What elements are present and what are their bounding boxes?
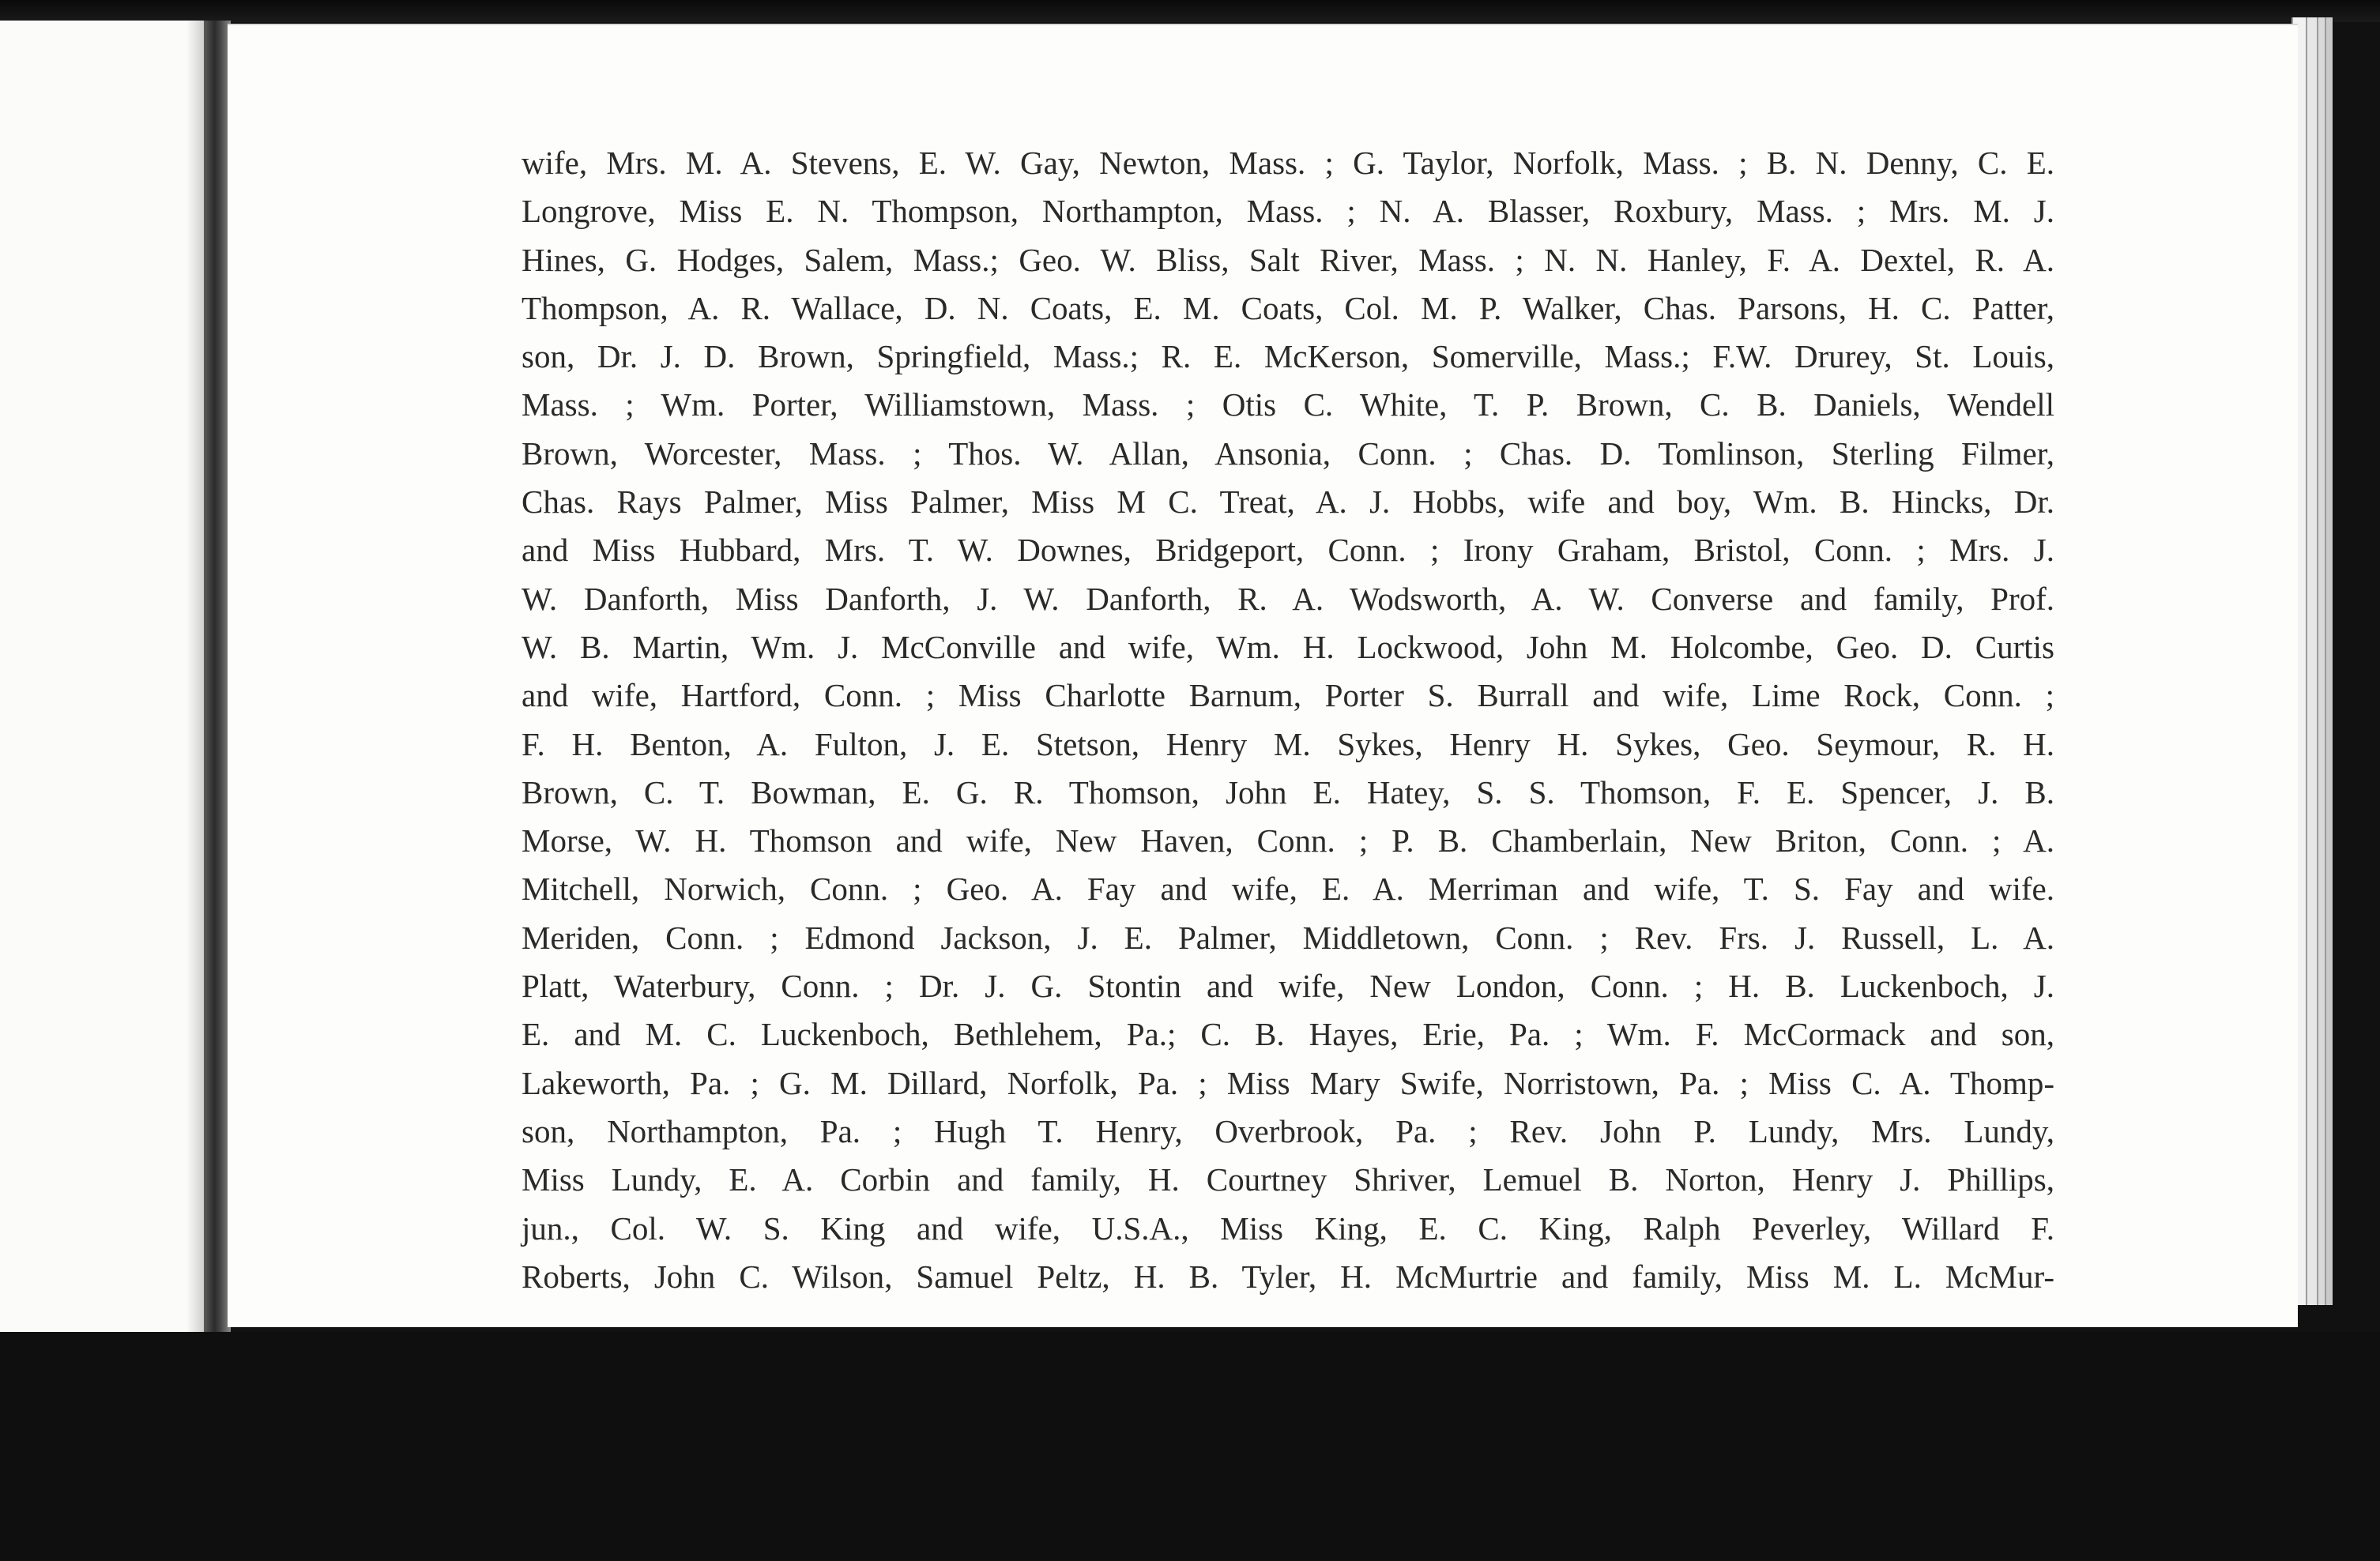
text-line: jun., Col. W. S. King and wife, U.S.A., Miss King, E. C. King, Ralph Peverley, Willard F. xyxy=(522,1209,2054,1247)
text-line: Brown, Worcester, Mass. ; Thos. W. Allan, Ansonia, Conn. ; Chas. D. Tomlinson, Sterling Filmer, xyxy=(522,434,2054,472)
text-line: F. H. Benton, A. Fulton, J. E. Stetson, Henry M. Sykes, Henry H. Sykes, Geo. Seymour, R. H. xyxy=(522,725,2054,762)
text-line: and wife, Hartford, Conn. ; Miss Charlotte Barnum, Porter S. Burrall and wife, Lime Rock, Conn. ; xyxy=(522,677,2054,714)
text-line: Thompson, A. R. Wallace, D. N. Coats, E. M. Coats, Col. M. P. Walker, Chas. Parsons, H. C. Patter, xyxy=(522,289,2054,326)
text-line: and Miss Hubbard, Mrs. T. W. Downes, Bridgeport, Conn. ; Irony Graham, Bristol, Conn. ; Mrs. J. xyxy=(522,532,2054,569)
scan-top-edge xyxy=(0,0,2380,22)
text-line: Mass. ; Wm. Porter, Williamstown, Mass. ; Otis C. White, T. P. Brown, C. B. Daniels, Wendell xyxy=(522,386,2054,423)
text-line: Meriden, Conn. ; Edmond Jackson, J. E. Palmer, Middletown, Conn. ; Rev. Frs. J. Russell, L. A. xyxy=(522,919,2054,956)
text-line: E. and M. C. Luckenboch, Bethlehem, Pa.; C. B. Hayes, Erie, Pa. ; Wm. F. McCormack and son, xyxy=(522,1016,2054,1053)
text-line: Mitchell, Norwich, Conn. ; Geo. A. Fay and wife, E. A. Merriman and wife, T. S. Fay and wife. xyxy=(522,871,2054,908)
text-line: Brown, C. T. Bowman, E. G. R. Thomson, John E. Hatey, S. S. Thomson, F. E. Spencer, J. B. xyxy=(522,773,2054,811)
text-line: Platt, Waterbury, Conn. ; Dr. J. G. Stontin and wife, New London, Conn. ; H. B. Luckenboch, J. xyxy=(522,968,2054,1005)
text-line: Lakeworth, Pa. ; G. M. Dillard, Norfolk, Pa. ; Miss Mary Swife, Norristown, Pa. ; Miss C. A. Thomp- xyxy=(522,1064,2054,1101)
page-text xyxy=(522,139,2054,1301)
left-page-shadow xyxy=(186,21,204,1332)
text-line: Roberts, John C. Wilson, Samuel Peltz, H. B. Tyler, H. McMurtrie and family, Miss M. L. McMur- xyxy=(522,1258,2054,1295)
page-edge-stack xyxy=(2325,17,2333,1305)
text-line: Hines, G. Hodges, Salem, Mass.; Geo. W. Bliss, Salt River, Mass. ; N. N. Hanley, F. A. Dextel, R. A. xyxy=(522,241,2054,278)
text-line: W. B. Martin, Wm. J. McConville and wife, Wm. H. Lockwood, John M. Holcombe, Geo. D. Curtis xyxy=(522,628,2054,665)
left-page xyxy=(0,21,205,1332)
text-line: son, Northampton, Pa. ; Hugh T. Henry, Overbrook, Pa. ; Rev. John P. Lundy, Mrs. Lundy, xyxy=(522,1112,2054,1149)
text-line: Miss Lundy, E. A. Corbin and family, H. Courtney Shriver, Lemuel B. Norton, Henry J. Phillips, xyxy=(522,1161,2054,1198)
text-line: Longrove, Miss E. N. Thompson, Northampton, Mass. ; N. A. Blasser, Roxbury, Mass. ; Mrs. M. J. xyxy=(522,193,2054,230)
scan-bottom-edge xyxy=(0,1332,2380,1561)
text-line: wife, Mrs. M. A. Stevens, E. W. Gay, Newton, Mass. ; G. Taylor, Norfolk, Mass. ; B. N. Denny, C. E. xyxy=(522,145,2054,181)
text-line: Morse, W. H. Thomson and wife, New Haven, Conn. ; P. B. Chamberlain, New Briton, Conn. ; A. xyxy=(522,822,2054,859)
text-line: W. Danforth, Miss Danforth, J. W. Danforth, R. A. Wodsworth, A. W. Converse and family, Prof. xyxy=(522,580,2054,617)
text-line: son, Dr. J. D. Brown, Springfield, Mass.; R. E. McKerson, Somerville, Mass.; F.W. Drurey, St. Louis, xyxy=(522,338,2054,375)
book-gutter xyxy=(204,21,231,1332)
text-line: Chas. Rays Palmer, Miss Palmer, Miss M C. Treat, A. J. Hobbs, wife and boy, Wm. B. Hincks, Dr. xyxy=(522,483,2054,521)
